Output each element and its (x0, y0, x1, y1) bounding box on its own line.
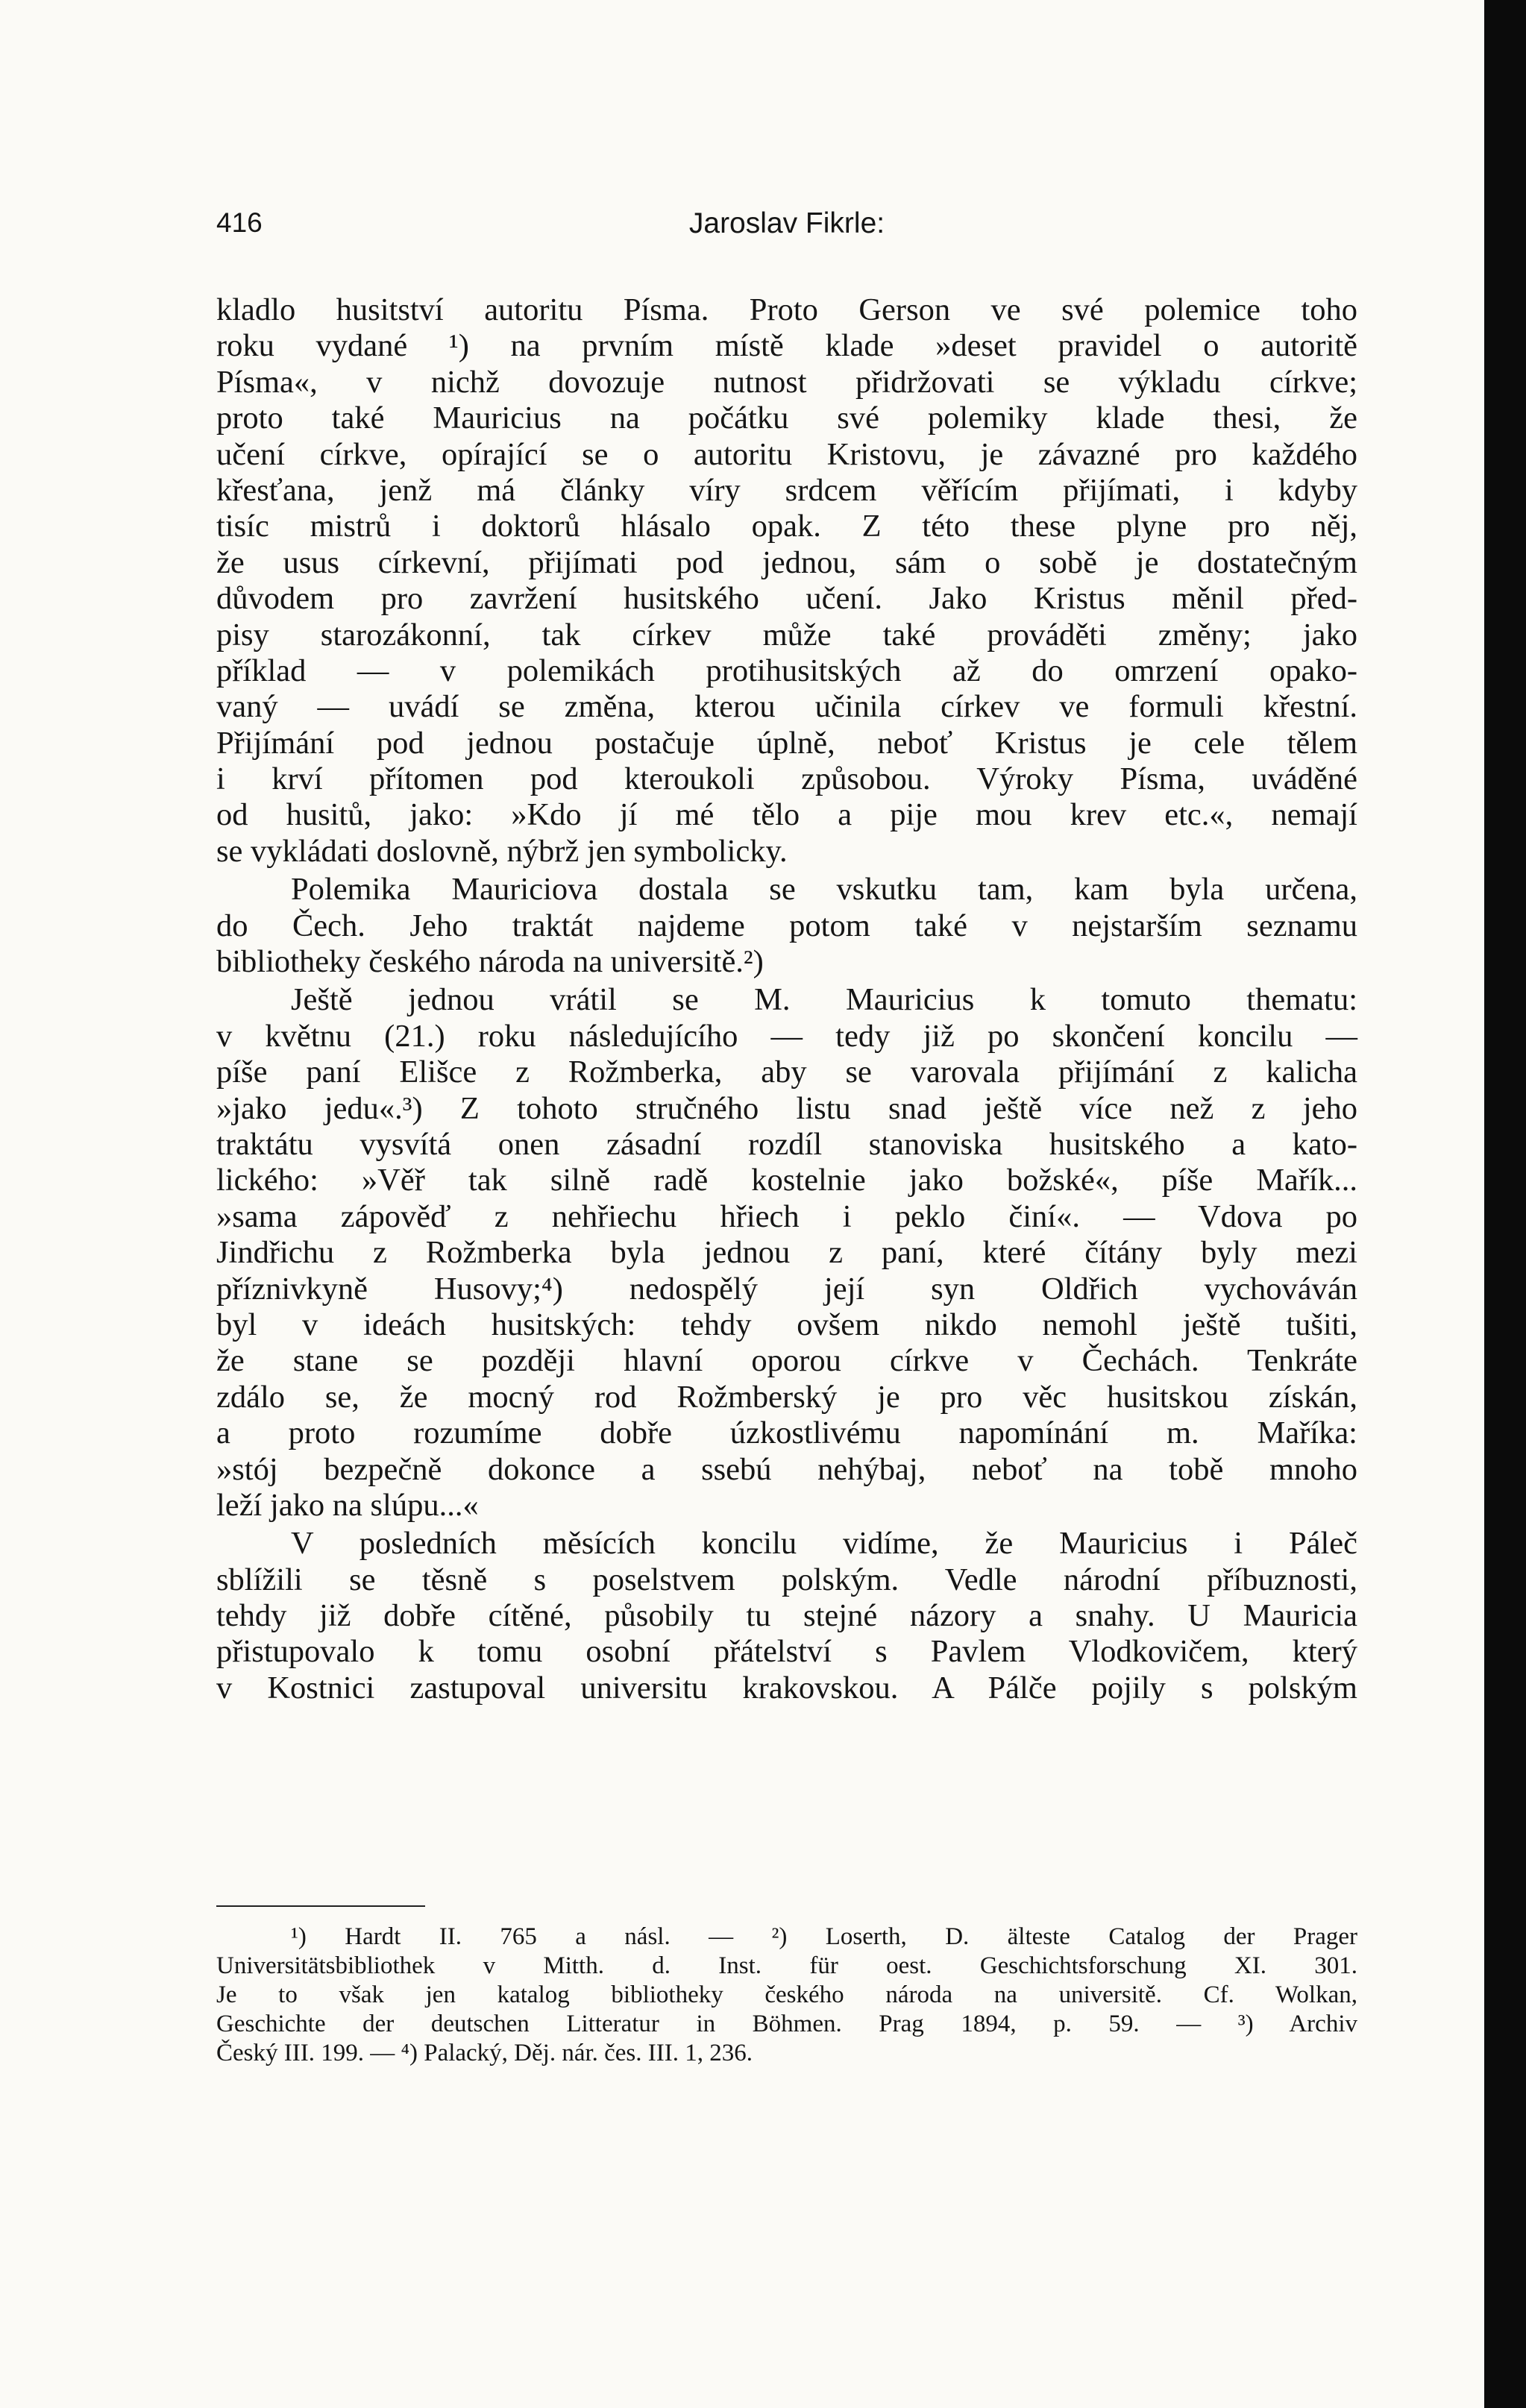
text-line: byl v ideách husitských: tehdy ovšem nikdo nemohl ještě tušiti, (216, 1307, 1357, 1342)
text-line: roku vydané ¹) na prvním místě klade »deset pravidel o autoritě (216, 328, 1357, 364)
text-line: vaný — uvádí se změna, kterou učinila církev ve formuli křestní. (216, 689, 1357, 725)
text-line: proto také Mauricius na počátku své polemiky klade thesi, že (216, 400, 1357, 436)
text-line: bibliotheky českého národa na universitě.²) (216, 944, 764, 980)
text-line: i krví přítomen pod kteroukoli způsobou. Výroky Písma, uváděné (216, 761, 1357, 797)
text-line: kladlo husitství autoritu Písma. Proto Gerson ve své polemice toho (216, 292, 1357, 327)
text-line: »jako jedu«.³) Z tohoto stručného listu snad ještě více než z jeho (216, 1090, 1357, 1126)
page-number: 416 (216, 207, 263, 238)
running-head: Jaroslav Fikrle: (688, 207, 885, 239)
text-line: a proto rozumíme dobře úzkostlivému napomínání m. Maříka: (216, 1415, 1357, 1451)
text-line: do Čech. Jeho traktát najdeme potom také v nejstarším seznamu (216, 908, 1357, 943)
body-text (216, 292, 1357, 1706)
text-line: zdálo se, že mocný rod Rožmberský je pro věc husitskou získán, (216, 1379, 1357, 1415)
text-line: píše paní Elišce z Rožmberka, aby se varovala přijímání z kalicha (216, 1054, 1357, 1090)
text-line: Ještě jednou vrátil se M. Mauricius k tomuto thematu: (291, 982, 1357, 1018)
text-line: leží jako na slúpu...« (216, 1487, 479, 1523)
footnote-line: Geschichte der deutschen Litteratur in Böhmen. Prag 1894, p. 59. — ³) Archiv (216, 2011, 1357, 2037)
text-line: křesťana, jenž má články víry srdcem věřícím přijímati, i kdyby (216, 472, 1357, 508)
text-line: tehdy již dobře cítěné, působily tu stejné názory a snahy. U Mauricia (216, 1598, 1357, 1634)
footnote-line: ¹) Hardt II. 765 a násl. — ²) Loserth, D. älteste Catalog der Prager (291, 1923, 1357, 1950)
text-line: v květnu (21.) roku následujícího — tedy již po skončení koncilu — (216, 1018, 1357, 1054)
footnote-divider (216, 1905, 425, 1907)
text-line: učení církve, opírající se o autoritu Kristovu, je závazné pro každého (216, 436, 1357, 472)
page-header (216, 207, 1357, 252)
text-line: »stój bezpečně dokonce a ssebú nehýbaj, neboť na tobě mnoho (216, 1451, 1357, 1487)
text-line: Jindřichu z Rožmberka byla jednou z paní, které čítány byly mezi (216, 1235, 1357, 1271)
footnotes (216, 1923, 1357, 2068)
text-line: pisy starozákonní, tak církev může také prováděti změny; jako (216, 617, 1357, 653)
text-line: »sama zápověď z nehřiechu hřiech i peklo činí«. — Vdova po (216, 1198, 1357, 1234)
text-line: tisíc mistrů i doktorů hlásalo opak. Z této these plyne pro něj, (216, 509, 1357, 544)
scan-border (1484, 0, 1526, 2408)
text-line: přistupovalo k tomu osobní přátelství s Pavlem Vlodkovičem, který (216, 1634, 1357, 1670)
text-line: Polemika Mauriciova dostala se vskutku tam, kam byla určena, (291, 872, 1357, 908)
text-line: příklad — v polemikách protihusitských až do omrzení opako- (216, 653, 1357, 688)
text-line: Písma«, v nichž dovozuje nutnost přidržovati se výkladu církve; (216, 364, 1357, 400)
text-line: v Kostnici zastupoval universitu krakovskou. A Pálče pojily s polským (216, 1670, 1357, 1706)
text-line: důvodem pro zavržení husitského učení. Jako Kristus měnil před- (216, 581, 1357, 617)
text-line: Přijímání pod jednou postačuje úplně, neboť Kristus je cele tělem (216, 725, 1357, 761)
footnote-line: Universitätsbibliothek v Mitth. d. Inst. für oest. Geschichtsforschung XI. 301. (216, 1952, 1357, 1979)
text-line: příznivkyně Husovy;⁴) nedospělý její syn Oldřich vychováván (216, 1271, 1357, 1307)
text-line: že stane se později hlavní oporou církve v Čechách. Tenkráte (216, 1343, 1357, 1379)
footnote-line: Český III. 199. — ⁴) Palacký, Děj. nár. čes. III. 1, 236. (216, 2040, 753, 2066)
text-line: od husitů, jako: »Kdo jí mé tělo a pije mou krev etc.«, nemají (216, 797, 1357, 833)
text-line: že usus církevní, přijímati pod jednou, sám o sobě je dostatečným (216, 544, 1357, 580)
text-line: traktátu vysvítá onen zásadní rozdíl stanoviska husitského a kato- (216, 1126, 1357, 1162)
text-line: se vykládati doslovně, nýbrž jen symbolicky. (216, 833, 788, 869)
footnote-line: Je to však jen katalog bibliotheky českého národa na universitě. Cf. Wolkan, (216, 1981, 1357, 2008)
text-line: V posledních měsících koncilu vidíme, že Mauricius i Páleč (291, 1526, 1357, 1562)
text-line: lického: »Věř tak silně radě kostelnie jako božské«, píše Mařík... (216, 1163, 1357, 1198)
text-line: sblížili se těsně s poselstvem polským. Vedle národní příbuznosti, (216, 1562, 1357, 1597)
